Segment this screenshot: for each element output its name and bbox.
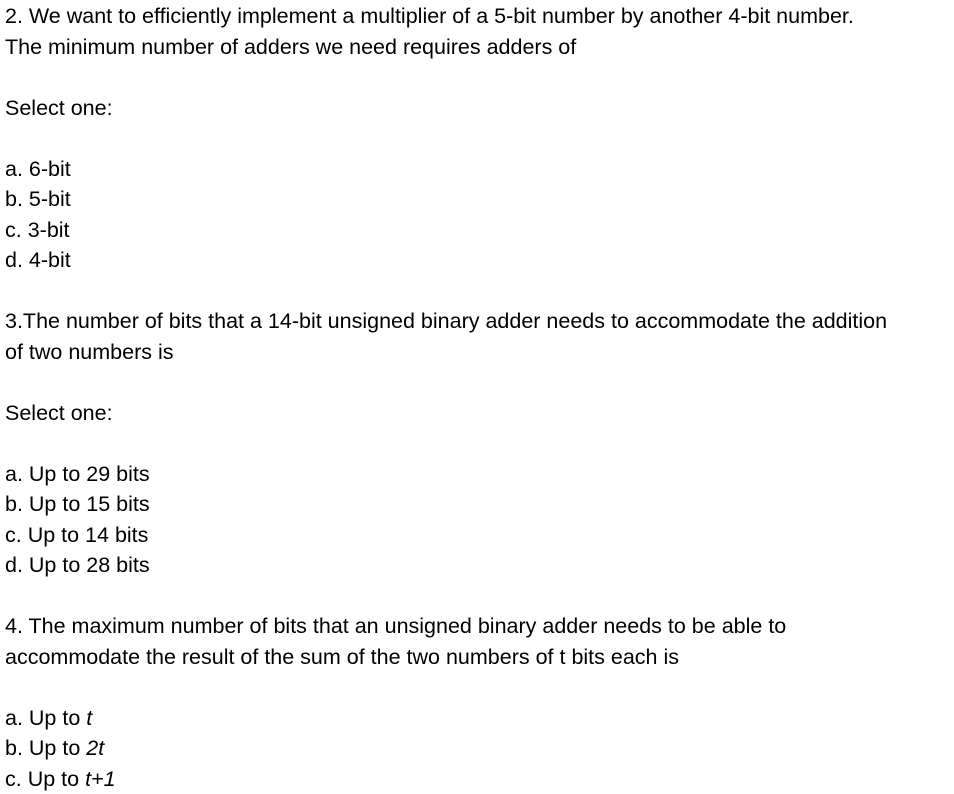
- option-value: t+1: [85, 767, 116, 791]
- question-2: [5, 1, 954, 276]
- option-prefix: c. Up to: [5, 767, 85, 791]
- question-3-option-c[interactable]: c. Up to 14 bits: [5, 520, 954, 551]
- question-3-select-prompt: Select one:: [5, 398, 954, 429]
- question-4-stem-line-1: 4. The maximum number of bits that an unsigned binary adder needs to be able to: [5, 611, 954, 642]
- question-3-option-a[interactable]: a. Up to 29 bits: [5, 459, 954, 490]
- question-2-option-c[interactable]: c. 3-bit: [5, 215, 954, 246]
- option-prefix: a. Up to: [5, 706, 86, 730]
- question-4-option-b[interactable]: [5, 733, 954, 764]
- question-2-option-b[interactable]: b. 5-bit: [5, 184, 954, 215]
- option-prefix: b. Up to: [5, 736, 86, 760]
- question-3-option-d[interactable]: d. Up to 28 bits: [5, 550, 954, 581]
- question-2-option-d[interactable]: d. 4-bit: [5, 245, 954, 276]
- option-value: t: [86, 706, 92, 730]
- question-4: [5, 611, 954, 794]
- question-3-option-b[interactable]: b. Up to 15 bits: [5, 489, 954, 520]
- question-2-select-prompt: Select one:: [5, 93, 954, 124]
- question-4-option-a[interactable]: [5, 703, 954, 734]
- question-3: [5, 306, 954, 581]
- option-value: 2t: [86, 736, 104, 760]
- question-2-option-a[interactable]: a. 6-bit: [5, 154, 954, 185]
- question-3-stem-line-2: of two numbers is: [5, 337, 954, 368]
- question-3-stem-line-1: 3.The number of bits that a 14-bit unsigned binary adder needs to accommodate the addition: [5, 306, 954, 337]
- question-2-stem-line-1: 2. We want to efficiently implement a multiplier of a 5-bit number by another 4-bit number.: [5, 1, 954, 32]
- question-4-stem-line-2: accommodate the result of the sum of the two numbers of t bits each is: [5, 642, 954, 673]
- question-4-option-c[interactable]: [5, 764, 954, 794]
- question-2-stem-line-2: The minimum number of adders we need requires adders of: [5, 32, 954, 63]
